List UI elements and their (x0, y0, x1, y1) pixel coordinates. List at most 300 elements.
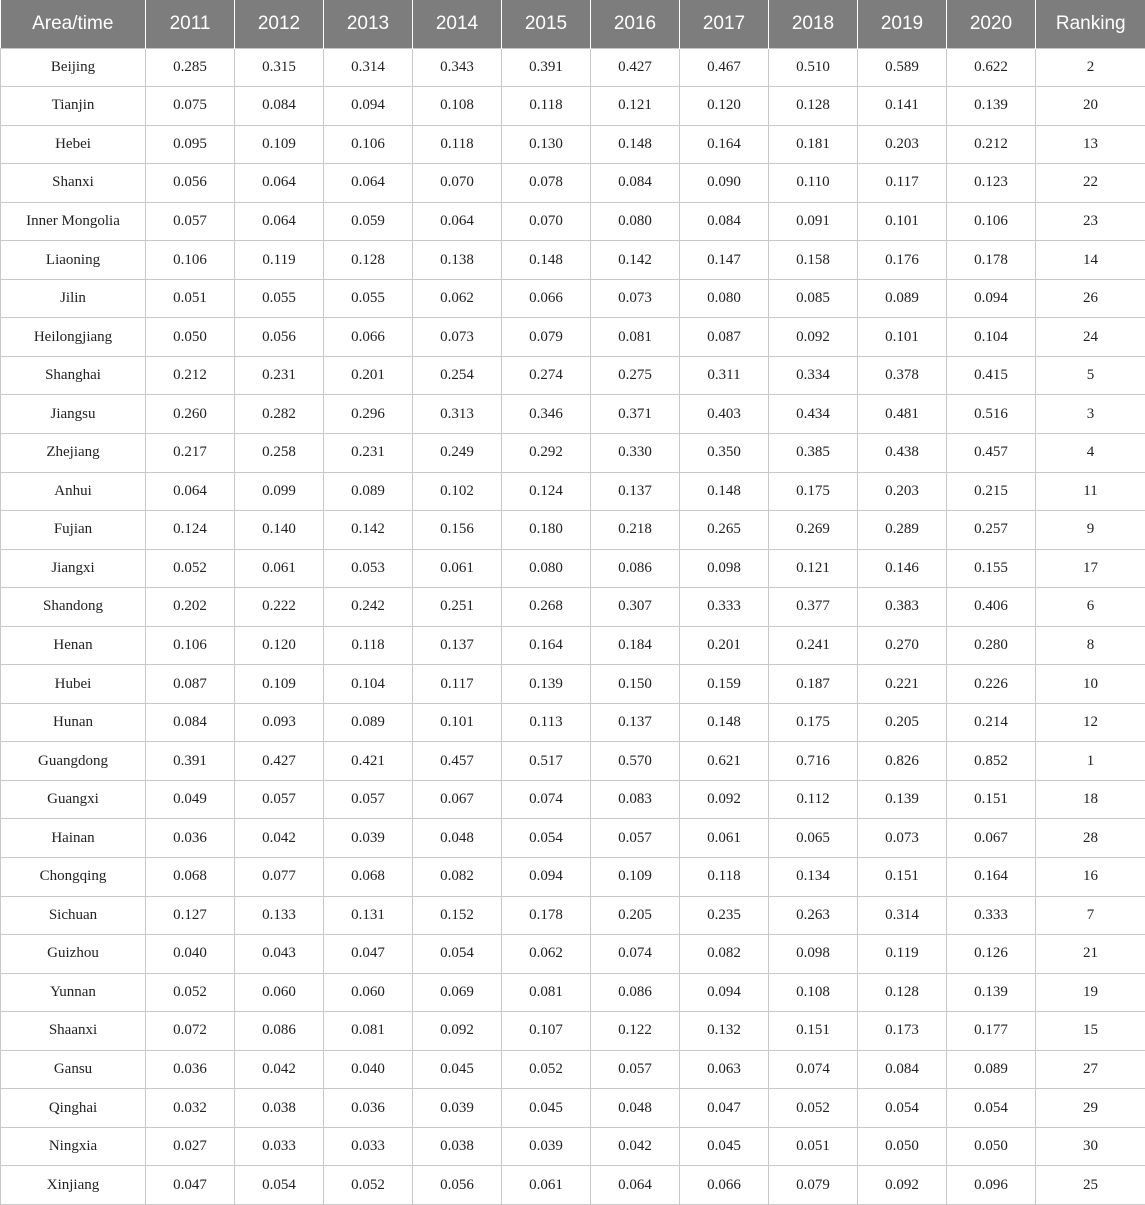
value-cell: 0.141 (858, 87, 947, 126)
value-cell: 0.036 (146, 819, 235, 858)
value-cell: 0.427 (591, 48, 680, 87)
value-cell: 0.391 (146, 742, 235, 781)
value-cell: 0.258 (235, 433, 324, 472)
ranking-cell: 7 (1036, 896, 1145, 935)
value-cell: 0.350 (680, 433, 769, 472)
value-cell: 0.033 (235, 1127, 324, 1166)
value-cell: 0.104 (947, 318, 1036, 357)
value-cell: 0.057 (146, 202, 235, 241)
value-cell: 0.084 (235, 87, 324, 126)
value-cell: 0.175 (769, 472, 858, 511)
ranking-cell: 14 (1036, 241, 1145, 280)
value-cell: 0.156 (413, 511, 502, 550)
value-cell: 0.036 (146, 1050, 235, 1089)
value-cell: 0.094 (502, 857, 591, 896)
value-cell: 0.104 (324, 665, 413, 704)
value-cell: 0.467 (680, 48, 769, 87)
area-cell: Chongqing (1, 857, 146, 896)
value-cell: 0.275 (591, 356, 680, 395)
area-cell: Shandong (1, 588, 146, 627)
value-cell: 0.045 (680, 1127, 769, 1166)
area-cell: Hebei (1, 125, 146, 164)
value-cell: 0.158 (769, 241, 858, 280)
value-cell: 0.296 (324, 395, 413, 434)
value-cell: 0.042 (235, 819, 324, 858)
ranking-cell: 11 (1036, 472, 1145, 511)
value-cell: 0.137 (413, 626, 502, 665)
ranking-cell: 12 (1036, 703, 1145, 742)
value-cell: 0.126 (947, 935, 1036, 974)
value-cell: 0.142 (324, 511, 413, 550)
value-cell: 0.139 (947, 87, 1036, 126)
value-cell: 0.434 (769, 395, 858, 434)
value-cell: 0.043 (235, 935, 324, 974)
value-cell: 0.064 (235, 202, 324, 241)
value-cell: 0.164 (947, 857, 1036, 896)
area-cell: Jiangsu (1, 395, 146, 434)
value-cell: 0.101 (858, 318, 947, 357)
header-year: 2011 (146, 0, 235, 48)
ranking-cell: 26 (1036, 279, 1145, 318)
value-cell: 0.063 (680, 1050, 769, 1089)
value-cell: 0.289 (858, 511, 947, 550)
ranking-cell: 19 (1036, 973, 1145, 1012)
ranking-cell: 20 (1036, 87, 1145, 126)
table-row (1, 472, 1145, 511)
value-cell: 0.108 (769, 973, 858, 1012)
value-cell: 0.077 (235, 857, 324, 896)
value-cell: 0.176 (858, 241, 947, 280)
value-cell: 0.057 (591, 1050, 680, 1089)
table-row (1, 703, 1145, 742)
value-cell: 0.118 (680, 857, 769, 896)
value-cell: 0.047 (324, 935, 413, 974)
value-cell: 0.333 (680, 588, 769, 627)
value-cell: 0.045 (502, 1089, 591, 1128)
value-cell: 0.212 (947, 125, 1036, 164)
value-cell: 0.067 (413, 780, 502, 819)
value-cell: 0.101 (858, 202, 947, 241)
value-cell: 0.235 (680, 896, 769, 935)
ranking-cell: 24 (1036, 318, 1145, 357)
value-cell: 0.050 (146, 318, 235, 357)
area-cell: Inner Mongolia (1, 202, 146, 241)
value-cell: 0.124 (502, 472, 591, 511)
value-cell: 0.151 (947, 780, 1036, 819)
ranking-cell: 21 (1036, 935, 1145, 974)
value-cell: 0.117 (413, 665, 502, 704)
value-cell: 0.205 (858, 703, 947, 742)
value-cell: 0.055 (235, 279, 324, 318)
value-cell: 0.421 (324, 742, 413, 781)
value-cell: 0.123 (947, 164, 1036, 203)
value-cell: 0.087 (680, 318, 769, 357)
value-cell: 0.343 (413, 48, 502, 87)
area-cell: Zhejiang (1, 433, 146, 472)
value-cell: 0.084 (146, 703, 235, 742)
table-row (1, 1127, 1145, 1166)
value-cell: 0.178 (502, 896, 591, 935)
value-cell: 0.148 (680, 703, 769, 742)
value-cell: 0.047 (680, 1089, 769, 1128)
value-cell: 0.081 (324, 1012, 413, 1051)
value-cell: 0.092 (680, 780, 769, 819)
value-cell: 0.073 (413, 318, 502, 357)
value-cell: 0.151 (858, 857, 947, 896)
table-row (1, 857, 1145, 896)
value-cell: 0.080 (591, 202, 680, 241)
area-cell: Tianjin (1, 87, 146, 126)
value-cell: 0.119 (858, 935, 947, 974)
value-cell: 0.064 (146, 472, 235, 511)
value-cell: 0.383 (858, 588, 947, 627)
header-year: 2013 (324, 0, 413, 48)
value-cell: 0.148 (502, 241, 591, 280)
value-cell: 0.080 (502, 549, 591, 588)
value-cell: 0.139 (947, 973, 1036, 1012)
value-cell: 0.081 (591, 318, 680, 357)
header-year: 2014 (413, 0, 502, 48)
value-cell: 0.042 (235, 1050, 324, 1089)
value-cell: 0.222 (235, 588, 324, 627)
value-cell: 0.249 (413, 433, 502, 472)
value-cell: 0.051 (146, 279, 235, 318)
value-cell: 0.074 (502, 780, 591, 819)
value-cell: 0.285 (146, 48, 235, 87)
value-cell: 0.073 (858, 819, 947, 858)
value-cell: 0.081 (502, 973, 591, 1012)
value-cell: 0.282 (235, 395, 324, 434)
value-cell: 0.128 (324, 241, 413, 280)
table-row (1, 742, 1145, 781)
ranking-cell: 30 (1036, 1127, 1145, 1166)
table-row (1, 125, 1145, 164)
value-cell: 0.570 (591, 742, 680, 781)
area-cell: Hainan (1, 819, 146, 858)
value-cell: 0.096 (947, 1166, 1036, 1205)
value-cell: 0.106 (947, 202, 1036, 241)
value-cell: 0.062 (502, 935, 591, 974)
value-cell: 0.133 (235, 896, 324, 935)
value-cell: 0.099 (235, 472, 324, 511)
table-row (1, 202, 1145, 241)
value-cell: 0.148 (591, 125, 680, 164)
value-cell: 0.457 (413, 742, 502, 781)
area-cell: Yunnan (1, 973, 146, 1012)
value-cell: 0.139 (502, 665, 591, 704)
value-cell: 0.048 (591, 1089, 680, 1128)
area-cell: Liaoning (1, 241, 146, 280)
value-cell: 0.202 (146, 588, 235, 627)
value-cell: 0.481 (858, 395, 947, 434)
value-cell: 0.082 (413, 857, 502, 896)
value-cell: 0.085 (769, 279, 858, 318)
header-year: 2016 (591, 0, 680, 48)
value-cell: 0.066 (680, 1166, 769, 1205)
area-cell: Sichuan (1, 896, 146, 935)
ranking-cell: 22 (1036, 164, 1145, 203)
value-cell: 0.050 (947, 1127, 1036, 1166)
value-cell: 0.083 (591, 780, 680, 819)
table-row (1, 626, 1145, 665)
value-cell: 0.231 (235, 356, 324, 395)
ranking-cell: 9 (1036, 511, 1145, 550)
value-cell: 0.064 (413, 202, 502, 241)
value-cell: 0.173 (858, 1012, 947, 1051)
area-cell: Fujian (1, 511, 146, 550)
value-cell: 0.086 (591, 549, 680, 588)
value-cell: 0.118 (324, 626, 413, 665)
value-cell: 0.101 (413, 703, 502, 742)
value-cell: 0.147 (680, 241, 769, 280)
value-cell: 0.084 (591, 164, 680, 203)
value-cell: 0.098 (769, 935, 858, 974)
value-cell: 0.217 (146, 433, 235, 472)
value-cell: 0.052 (502, 1050, 591, 1089)
value-cell: 0.054 (858, 1089, 947, 1128)
value-cell: 0.060 (324, 973, 413, 1012)
value-cell: 0.268 (502, 588, 591, 627)
value-cell: 0.121 (769, 549, 858, 588)
value-cell: 0.510 (769, 48, 858, 87)
value-cell: 0.187 (769, 665, 858, 704)
value-cell: 0.146 (858, 549, 947, 588)
value-cell: 0.089 (858, 279, 947, 318)
value-cell: 0.127 (146, 896, 235, 935)
value-cell: 0.052 (146, 549, 235, 588)
value-cell: 0.113 (502, 703, 591, 742)
value-cell: 0.052 (146, 973, 235, 1012)
value-cell: 0.048 (413, 819, 502, 858)
value-cell: 0.124 (146, 511, 235, 550)
value-cell: 0.180 (502, 511, 591, 550)
table-header (1, 0, 1145, 48)
value-cell: 0.138 (413, 241, 502, 280)
value-cell: 0.181 (769, 125, 858, 164)
value-cell: 0.121 (591, 87, 680, 126)
value-cell: 0.057 (235, 780, 324, 819)
value-cell: 0.064 (591, 1166, 680, 1205)
ranking-cell: 10 (1036, 665, 1145, 704)
value-cell: 0.089 (324, 472, 413, 511)
value-cell: 0.042 (591, 1127, 680, 1166)
value-cell: 0.110 (769, 164, 858, 203)
value-cell: 0.131 (324, 896, 413, 935)
value-cell: 0.151 (769, 1012, 858, 1051)
value-cell: 0.094 (324, 87, 413, 126)
ranking-cell: 23 (1036, 202, 1145, 241)
area-cell: Anhui (1, 472, 146, 511)
value-cell: 0.177 (947, 1012, 1036, 1051)
value-cell: 0.074 (591, 935, 680, 974)
value-cell: 0.118 (502, 87, 591, 126)
value-cell: 0.072 (146, 1012, 235, 1051)
value-cell: 0.068 (324, 857, 413, 896)
value-cell: 0.045 (413, 1050, 502, 1089)
value-cell: 0.274 (502, 356, 591, 395)
value-cell: 0.226 (947, 665, 1036, 704)
table-row (1, 241, 1145, 280)
value-cell: 0.315 (235, 48, 324, 87)
value-cell: 0.215 (947, 472, 1036, 511)
value-cell: 0.175 (769, 703, 858, 742)
value-cell: 0.378 (858, 356, 947, 395)
value-cell: 0.371 (591, 395, 680, 434)
ranking-cell: 1 (1036, 742, 1145, 781)
value-cell: 0.214 (947, 703, 1036, 742)
value-cell: 0.128 (858, 973, 947, 1012)
value-cell: 0.159 (680, 665, 769, 704)
value-cell: 0.064 (235, 164, 324, 203)
ranking-cell: 27 (1036, 1050, 1145, 1089)
value-cell: 0.307 (591, 588, 680, 627)
value-cell: 0.057 (591, 819, 680, 858)
value-cell: 0.049 (146, 780, 235, 819)
value-cell: 0.059 (324, 202, 413, 241)
area-cell: Jiangxi (1, 549, 146, 588)
value-cell: 0.260 (146, 395, 235, 434)
area-cell: Beijing (1, 48, 146, 87)
header-ranking: Ranking (1036, 0, 1145, 48)
value-cell: 0.052 (769, 1089, 858, 1128)
value-cell: 0.438 (858, 433, 947, 472)
header-year: 2019 (858, 0, 947, 48)
value-cell: 0.086 (235, 1012, 324, 1051)
header-row (1, 0, 1145, 48)
value-cell: 0.391 (502, 48, 591, 87)
value-cell: 0.106 (324, 125, 413, 164)
value-cell: 0.092 (413, 1012, 502, 1051)
table-row (1, 48, 1145, 87)
value-cell: 0.313 (413, 395, 502, 434)
area-cell: Shanxi (1, 164, 146, 203)
ranking-cell: 4 (1036, 433, 1145, 472)
value-cell: 0.212 (146, 356, 235, 395)
value-cell: 0.117 (858, 164, 947, 203)
value-cell: 0.054 (235, 1166, 324, 1205)
ranking-cell: 3 (1036, 395, 1145, 434)
value-cell: 0.102 (413, 472, 502, 511)
value-cell: 0.621 (680, 742, 769, 781)
value-cell: 0.716 (769, 742, 858, 781)
value-cell: 0.061 (413, 549, 502, 588)
table-row (1, 511, 1145, 550)
ranking-cell: 5 (1036, 356, 1145, 395)
table-row (1, 87, 1145, 126)
value-cell: 0.039 (324, 819, 413, 858)
value-cell: 0.079 (502, 318, 591, 357)
value-cell: 0.346 (502, 395, 591, 434)
ranking-cell: 15 (1036, 1012, 1145, 1051)
value-cell: 0.109 (235, 665, 324, 704)
value-cell: 0.060 (235, 973, 324, 1012)
value-cell: 0.263 (769, 896, 858, 935)
value-cell: 0.055 (324, 279, 413, 318)
value-cell: 0.150 (591, 665, 680, 704)
value-cell: 0.269 (769, 511, 858, 550)
ranking-cell: 25 (1036, 1166, 1145, 1205)
value-cell: 0.377 (769, 588, 858, 627)
table-row (1, 395, 1145, 434)
value-cell: 0.221 (858, 665, 947, 704)
value-cell: 0.334 (769, 356, 858, 395)
value-cell: 0.109 (591, 857, 680, 896)
value-cell: 0.106 (146, 241, 235, 280)
value-cell: 0.106 (146, 626, 235, 665)
value-cell: 0.203 (858, 472, 947, 511)
value-cell: 0.066 (502, 279, 591, 318)
area-cell: Shanghai (1, 356, 146, 395)
value-cell: 0.120 (235, 626, 324, 665)
value-cell: 0.033 (324, 1127, 413, 1166)
value-cell: 0.270 (858, 626, 947, 665)
value-cell: 0.265 (680, 511, 769, 550)
value-cell: 0.242 (324, 588, 413, 627)
header-area-time: Area/time (1, 0, 146, 48)
value-cell: 0.064 (324, 164, 413, 203)
header-year: 2015 (502, 0, 591, 48)
value-cell: 0.054 (413, 935, 502, 974)
value-cell: 0.314 (858, 896, 947, 935)
value-cell: 0.039 (413, 1089, 502, 1128)
value-cell: 0.241 (769, 626, 858, 665)
value-cell: 0.084 (680, 202, 769, 241)
value-cell: 0.314 (324, 48, 413, 87)
value-cell: 0.201 (324, 356, 413, 395)
area-cell: Hubei (1, 665, 146, 704)
table-row (1, 665, 1145, 704)
value-cell: 0.095 (146, 125, 235, 164)
value-cell: 0.091 (769, 202, 858, 241)
value-cell: 0.057 (324, 780, 413, 819)
value-cell: 0.093 (235, 703, 324, 742)
value-cell: 0.040 (146, 935, 235, 974)
area-cell: Xinjiang (1, 1166, 146, 1205)
value-cell: 0.078 (502, 164, 591, 203)
value-cell: 0.128 (769, 87, 858, 126)
value-cell: 0.089 (324, 703, 413, 742)
value-cell: 0.139 (858, 780, 947, 819)
value-cell: 0.090 (680, 164, 769, 203)
value-cell: 0.068 (146, 857, 235, 896)
value-cell: 0.280 (947, 626, 1036, 665)
value-cell: 0.092 (769, 318, 858, 357)
value-cell: 0.622 (947, 48, 1036, 87)
value-cell: 0.089 (947, 1050, 1036, 1089)
value-cell: 0.218 (591, 511, 680, 550)
table-body (1, 48, 1145, 1204)
value-cell: 0.069 (413, 973, 502, 1012)
value-cell: 0.457 (947, 433, 1036, 472)
value-cell: 0.826 (858, 742, 947, 781)
value-cell: 0.140 (235, 511, 324, 550)
value-cell: 0.086 (591, 973, 680, 1012)
value-cell: 0.203 (858, 125, 947, 164)
table-row (1, 433, 1145, 472)
value-cell: 0.251 (413, 588, 502, 627)
value-cell: 0.148 (680, 472, 769, 511)
value-cell: 0.087 (146, 665, 235, 704)
ranking-cell: 13 (1036, 125, 1145, 164)
value-cell: 0.084 (858, 1050, 947, 1089)
area-cell: Gansu (1, 1050, 146, 1089)
value-cell: 0.065 (769, 819, 858, 858)
ranking-cell: 6 (1036, 588, 1145, 627)
value-cell: 0.132 (680, 1012, 769, 1051)
area-cell: Henan (1, 626, 146, 665)
area-cell: Ningxia (1, 1127, 146, 1166)
value-cell: 0.119 (235, 241, 324, 280)
